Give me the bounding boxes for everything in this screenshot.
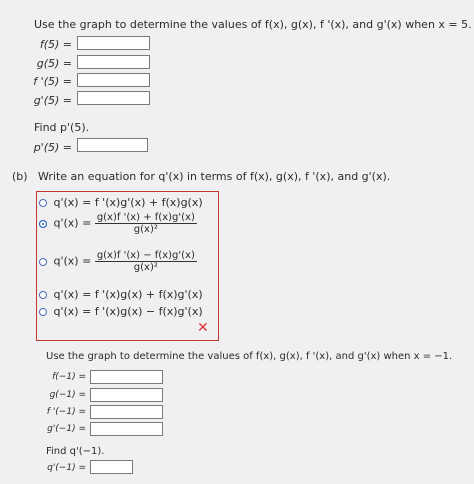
choice-5-lhs: q'(x) = — [53, 305, 92, 318]
find-qm1-text: Find q'(−1). — [46, 446, 105, 457]
qm1-input[interactable] — [91, 468, 132, 480]
g5-input-box[interactable] — [77, 55, 150, 69]
fprimem1-input-box[interactable] — [90, 405, 163, 419]
fm1-input-box[interactable] — [90, 370, 163, 384]
g5-label: g(5) = — [36, 57, 72, 70]
choice-3-numerator: g(x)f '(x) − f(x)g'(x) — [96, 250, 195, 261]
find-p5-text: Find p'(5). — [34, 121, 90, 134]
choice-list — [36, 191, 219, 341]
choice-4[interactable] — [39, 288, 203, 301]
choice-5[interactable] — [39, 305, 203, 318]
choice-4-lhs: q'(x) = — [53, 288, 92, 301]
choice-2[interactable] — [39, 212, 197, 235]
choice-2-numerator: g(x)f '(x) + f(x)g'(x) — [96, 212, 195, 223]
choice-1-radio-icon[interactable] — [39, 199, 47, 207]
part-b-prompt: Write an equation for q'(x) in terms of f(x), g(x), f '(x), and g'(x). — [38, 170, 391, 183]
fprime5-input-box[interactable] — [77, 73, 150, 87]
gm1-input-box[interactable] — [90, 388, 163, 402]
choice-1-rhs: f '(x)g'(x) + f(x)g(x) — [94, 196, 203, 209]
part-a-prompt: Use the graph to determine the values of f(x), g(x), f '(x), and g'(x) when x = 5. — [34, 18, 472, 31]
choice-2-lhs: q'(x) = — [53, 216, 92, 230]
gprimem1-label: g'(−1) = — [47, 424, 86, 434]
choice-2-denominator: g(x)² — [133, 224, 158, 235]
fm1-label: f(−1) = — [52, 372, 86, 382]
gprimem1-input[interactable] — [91, 430, 162, 442]
choice-3-denominator: g(x)² — [133, 262, 158, 273]
choice-3-radio-icon[interactable] — [39, 258, 47, 266]
p5-input-box[interactable] — [77, 138, 148, 152]
gprime5-label: g'(5) = — [33, 94, 72, 107]
choice-3-lhs: q'(x) = — [53, 254, 92, 268]
p5-label: p'(5) = — [33, 141, 72, 154]
qm1-label: q'(−1) = — [47, 463, 86, 473]
choice-1-lhs: q'(x) = — [53, 196, 92, 209]
gprime5-input[interactable] — [78, 99, 149, 111]
f5-label: f(5) = — [39, 38, 72, 51]
f5-input[interactable] — [78, 44, 149, 56]
gprime5-input-box[interactable] — [77, 91, 150, 105]
choice-5-radio-icon[interactable] — [39, 308, 47, 316]
choice-3[interactable] — [39, 250, 197, 273]
incorrect-x-icon: ✕ — [197, 320, 209, 336]
choice-2-radio-selected-icon[interactable] — [39, 220, 47, 228]
gm1-label: g(−1) = — [49, 390, 86, 400]
fprime5-label: f '(5) = — [33, 75, 72, 88]
choice-4-radio-icon[interactable] — [39, 291, 47, 299]
fprimem1-label: f '(−1) = — [46, 407, 86, 417]
gprimem1-input-box[interactable] — [90, 422, 163, 436]
qm1-input-box[interactable] — [90, 460, 133, 474]
choice-3-fraction — [95, 250, 197, 273]
choice-5-rhs: f '(x)g(x) − f(x)g'(x) — [94, 305, 203, 318]
part-c-prompt: Use the graph to determine the values of f(x), g(x), f '(x), and g'(x) when x = −1. — [46, 351, 453, 362]
p5-input[interactable] — [78, 146, 147, 158]
choice-4-rhs: f '(x)g(x) + f(x)g'(x) — [94, 288, 203, 301]
part-b-tag: (b) — [12, 170, 28, 183]
choice-2-fraction — [95, 212, 197, 235]
choice-1[interactable] — [39, 196, 203, 209]
f5-input-box[interactable] — [77, 36, 150, 50]
